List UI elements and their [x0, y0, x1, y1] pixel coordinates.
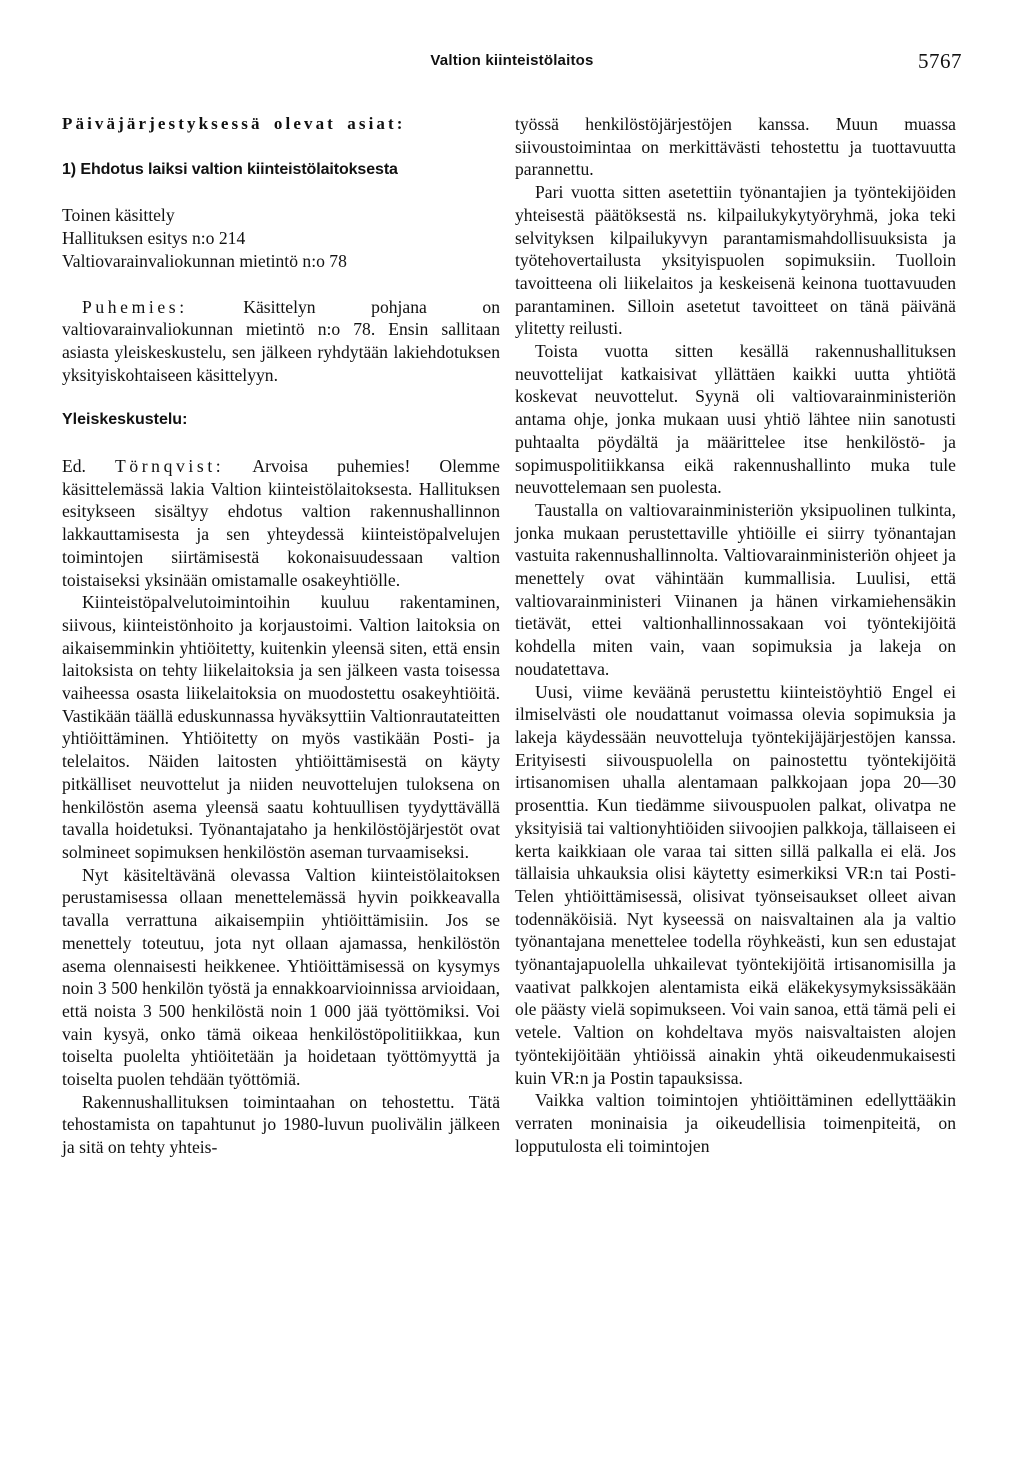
speech-paragraph: Nyt käsiteltävänä olevassa Valtion kiinteistölaitoksen perustamisessa ollaan menettelemässä hyvin poikkeavalla tavalla verrattuna aikaisempiin yhtiöittämisiin. Jos se menettely toteutuu, jota nyt ollaan ajamassa, henkilöstön asema olennaisesti heikkenee. Yhtiöittämisessä on kysymys noin 3 500 henkilön työstä ja ennakkoarvioinnissa arvioidaan, että noista 3 500 henkilöstä noin 1 000 jää työttömiksi. Voi vain kysyä, onko tämä oikeaa henkilöstöpolitiikkaa, kun toiselta puolelta yhtiöitetään ja hoidetaan työttömyyttä ja toiselta puolen tehdään työttömiä.: [62, 864, 500, 1090]
speech-paragraph: [62, 455, 500, 591]
speech-speaker: Törnqvist:: [114, 456, 225, 477]
speech-paragraph: Rakennushallituksen toimintaahan on tehostettu. Tätä tehostamista on tapahtunut jo 1980-luvun puolivälin jälkeen ja sitä on tehty yhteis-: [62, 1091, 500, 1158]
general-discussion-heading: Yleiskeskustelu:: [62, 411, 188, 429]
meta-committee-report: Valtiovarainvaliokunnan mietintö n:o 78: [62, 250, 347, 271]
speech-opening-text: Arvoisa puhemies! Olemme käsittelemässä lakia Valtion kiinteistölaitoksesta. Hallituksen esitykseen sisältyy ehdotus valtion rakennushallinnon lakkauttamisesta ja sen yhteydessä kiinteistöpalvelujen toimintojen siirtämisestä kokonaisuudessaan valtion toistaiseksi yksinään omistamalle osakeyhtiölle.: [62, 456, 500, 590]
speech-paragraph: Kiinteistöpalvelutoimintoihin kuuluu rakentaminen, siivous, kiinteistönhoito ja korjaustoimi. Valtion laitoksia on aikaisemminkin yhtiöitetty, kuitenkin yleensä siten, että ensin laitoksista on tehty liikelaitoksia ja sen jälkeen vasta toisessa vaiheessa osasta liikelaitoksia on muodostettu osakeyhtiöitä. Vastikään täällä eduskunnassa hyväksyttiin Valtionrautateitten yhtiöittäminen. Yhtiöitetty on myös vastikään Posti- ja telelaitos. Näiden laitosten yhtiöittämisestä on käyty pitkälliset neuvottelut ja niiden neuvottelujen tuloksena on henkilöstön asema yleensä saatu kohtuullisen tyydyttävällä tavalla hoidetuksi. Työnantajataho ja henkilöstöjärjestöt ovat solmineet sopimuksen henkilöstön aseman turvaamiseksi.: [62, 592, 500, 862]
body-paragraph: Uusi, viime keväänä perustettu kiinteistöyhtiö Engel ei ilmiselvästi ole noudattanut voimassa olevia sopimuksia ja lakeja käydessään neuvotteluja työntekijäjärjestöjen kanssa. Erityisesti siivouspuolella on painostettu työntekijöitä irtisanomisen uhalla alentamaan palkkojaan jopa 20—30 prosenttia. Kun tiedämme siivouspuolen palkat, olivatpa ne yksityisiä tai valtionyhtiöiden siivoojien palkkoja, tällaiseen ei kerta kaikkiaan ole varaa tai sitten sillä palkalla ei elä. Jos tällaisia uhkauksia olisi käytetty esimerkiksi VR:n tai Posti-Telen yhtiöittämisessä, olisivat työnseisaukset olleet aivan todennäköisiä. Nyt kyseessä on naisvaltainen ala ja valtio työnantajana menettelee todella röyhkeästi, kun sen edustajat työnantajapuolella uhkailevat työntekijöitä irtisanomisilla ja vaativat palkkojen alentamista eikä eläkekysymyksissäkään ole päästy vielä sopimukseen. Voi vain sanoa, että tämä peli ei vetele. Valtion on kohdeltava myös naisvaltaisten alojen työntekijöitään yhtiöissä ainakin yhtä oikeudenmukaisesti kuin VR:n ja Postin tapauksissa.: [515, 681, 956, 1088]
chair-statement: [62, 296, 500, 387]
right-column: [515, 113, 956, 1157]
body-paragraph: Vaikka valtion toimintojen yhtiöittäminen edellyttääkin verraten moninaisia ja oikeudellisia toimenpiteitä, on lopputulosta eli toimintojen: [515, 1090, 956, 1156]
body-paragraph: Taustalla on valtiovarainministeriön yksipuolinen tulkinta, jonka mukaan perustettaville yhtiöille ei siirry työnantajan vastuita rakennushallinnolta. Valtiovarainministeriön ohjeet ja menettely ovat vähintään kummallisia. Luulisi, että valtiovarainministeri Viinanen ja hänen virkamiehensäkin tietävät, ettei valtionhallinnossakaan voi työntekijöitä kohdella miten vain, vaan sopimuksia ja lakeja on noudatettava.: [515, 499, 956, 679]
body-paragraph: työssä henkilöstöjärjestöjen kanssa. Muun muassa siivoustoimintaa on merkittävästi tehostettu ja tuottavuutta parannettu.: [515, 114, 956, 180]
body-paragraph: Toista vuotta sitten kesällä rakennushallituksen neuvottelijat katkaisivat yllättäen kaikki uutta yhtiötä koskevat neuvottelut. Syynä oli valtiovarainministeriön antama ohje, jonka mukaan uusi yhtiö lähtee niin sanotusti puhtaalta pöydältä ja määrittelee itse henkilöstö- ja sopimuspolitiikkansa eikä rakennushallinto muka tule neuvottelemaan sen puolesta.: [515, 341, 956, 498]
meta-processing-stage: Toinen käsittely: [62, 205, 175, 226]
page-number: 5767: [918, 49, 962, 73]
chair-speaker: Puhemies:: [82, 296, 188, 317]
agenda-item-title: 1) Ehdotus laiksi valtion kiinteistölaitoksesta: [62, 160, 398, 178]
agenda-heading: Päiväjärjestyksessä olevat asiat:: [62, 114, 406, 133]
item-metadata: [62, 204, 500, 272]
speech-prefix: Ed.: [62, 456, 86, 477]
body-paragraph: Pari vuotta sitten asetettiin työnantajien ja työntekijöiden yhteisestä päätöksestä ns. kilpailukykytyöryhmä, joka teki selvityksen kilpailukyvyn parantamismahdollisuuksista ja työtehovertailusta yksityispuolen sopimuksiin. Tuolloin tavoitteena oli liikelaitos ja keskeisenä keinona tuottavuuden parantaminen. Silloin asetetut tavoitteet on tänä päivänä ylitetty reilusti.: [515, 182, 956, 339]
chair-text: Käsittelyn pohjana on valtiovarainvaliokunnan mietintö n:o 78. Ensin sallitaan asiasta yleiskeskustelu, sen jälkeen ryhdytään lakiehdotuksen yksityiskohtaiseen käsittelyyn.: [62, 296, 500, 385]
running-header-title: Valtion kiinteistölaitos: [430, 52, 594, 69]
meta-government-proposal: Hallituksen esitys n:o 214: [62, 228, 246, 249]
left-column: [62, 113, 500, 1159]
